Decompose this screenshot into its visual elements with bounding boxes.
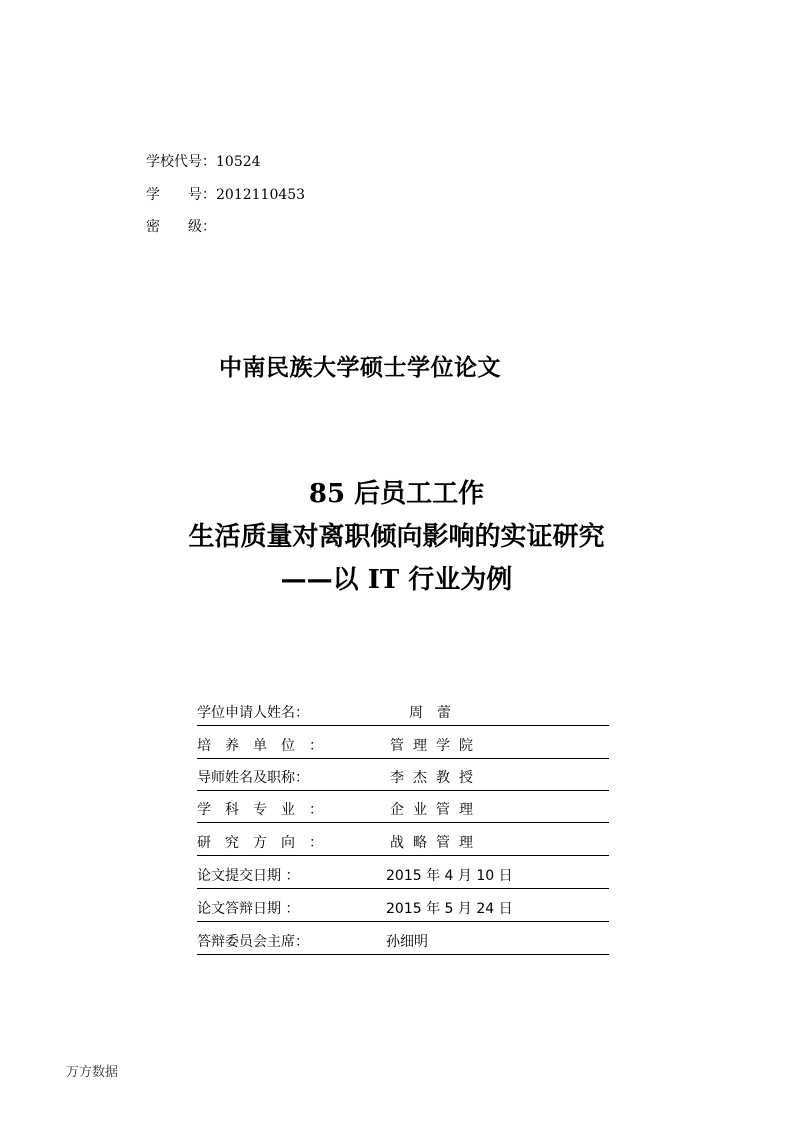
info-value: 战略管理 bbox=[390, 835, 482, 851]
secrecy-label: 密 级： bbox=[146, 219, 216, 235]
student-id-line bbox=[146, 186, 305, 204]
info-row-applicant bbox=[197, 701, 609, 726]
info-label: 学位申请人姓名： bbox=[197, 705, 309, 721]
info-row-major bbox=[197, 798, 609, 823]
info-value: 孙细明 bbox=[386, 934, 428, 950]
university-heading: 中南民族大学硕士学位论文 bbox=[219, 355, 501, 381]
info-label: 培养单位： bbox=[197, 738, 337, 754]
thesis-title-line-3 bbox=[0, 563, 793, 597]
info-row-research bbox=[197, 831, 609, 856]
school-code-line bbox=[146, 153, 261, 171]
info-row-chair bbox=[197, 930, 609, 955]
info-row-defense-date bbox=[197, 897, 609, 922]
info-label: 论文提交日期 ： bbox=[197, 868, 300, 884]
info-label: 学科专业： bbox=[197, 802, 337, 818]
info-label: 答辩委员会主席： bbox=[197, 934, 309, 950]
thesis-title-line-2: 生活质量对离职倾向影响的实证研究 bbox=[188, 522, 605, 552]
title-line-3-suffix: 行业为例 bbox=[399, 565, 513, 595]
secrecy-line bbox=[146, 218, 216, 236]
info-label: 导师姓名及职称： bbox=[197, 770, 309, 786]
title-line-1-text: 后员工工作 bbox=[345, 479, 485, 509]
info-value: 企业管理 bbox=[390, 802, 482, 818]
info-row-advisor bbox=[197, 766, 609, 791]
info-row-unit bbox=[197, 734, 609, 759]
thesis-title-line-1 bbox=[0, 477, 793, 511]
info-row-submit-date bbox=[197, 864, 609, 889]
title-it: IT bbox=[367, 565, 400, 595]
info-label: 论文答辩日期 ： bbox=[197, 901, 300, 917]
title-line-3-prefix: ——以 bbox=[280, 565, 368, 595]
student-id-label: 学 号： bbox=[146, 187, 216, 203]
info-label: 研究方向： bbox=[197, 835, 337, 851]
info-value: 管理学院 bbox=[390, 738, 482, 754]
footer-watermark: 万方数据 bbox=[66, 1065, 119, 1080]
info-value: 2015 年 4 月 10 日 bbox=[386, 868, 513, 884]
info-value: 李杰教授 bbox=[390, 770, 482, 786]
title-number: 85 bbox=[308, 479, 346, 509]
school-code-value: 10524 bbox=[216, 154, 261, 170]
school-code-label: 学校代号： bbox=[146, 154, 216, 170]
info-value: 2015 年 5 月 24 日 bbox=[386, 901, 513, 917]
info-value: 周 蕾 bbox=[409, 705, 451, 721]
student-id-value: 2012110453 bbox=[216, 187, 306, 203]
